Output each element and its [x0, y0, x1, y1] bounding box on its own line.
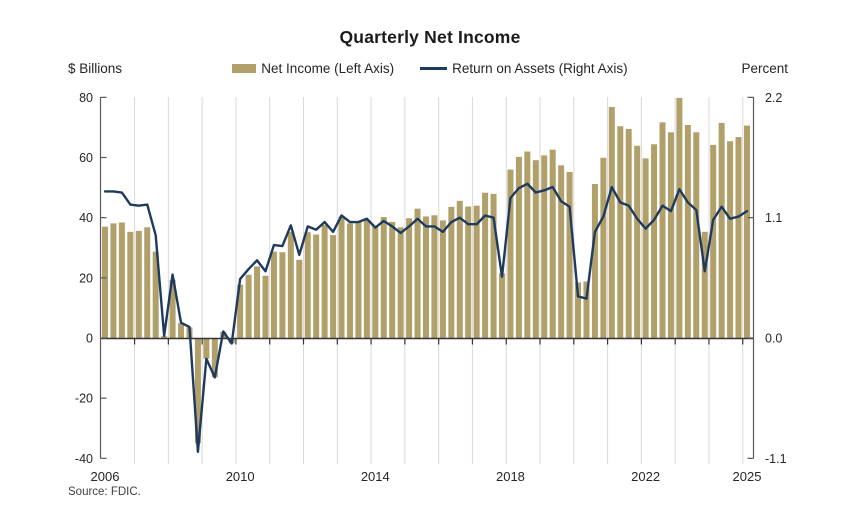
- net-income-bar: [592, 184, 598, 338]
- left-axis-tick-label: 80: [79, 90, 93, 105]
- net-income-bar: [254, 266, 260, 338]
- net-income-bar: [246, 275, 252, 338]
- chart-title: Quarterly Net Income: [339, 27, 521, 47]
- net-income-bar: [600, 158, 606, 338]
- net-income-bar: [389, 222, 395, 338]
- net-income-bar: [381, 217, 387, 338]
- net-income-bar: [262, 276, 268, 338]
- left-axis-tick-label: -20: [74, 391, 93, 406]
- net-income-bar: [330, 235, 336, 338]
- net-income-bar: [457, 201, 463, 338]
- net-income-bar: [744, 126, 750, 338]
- net-income-bar: [288, 232, 294, 338]
- net-income-bar: [710, 145, 716, 338]
- left-axis-tick-label: 60: [79, 151, 93, 166]
- net-income-bar: [144, 227, 150, 338]
- net-income-bar: [474, 206, 480, 338]
- x-axis-year-label: 2022: [631, 469, 661, 484]
- net-income-bar: [719, 123, 725, 338]
- net-income-bar: [550, 150, 556, 338]
- net-income-bar: [660, 122, 666, 338]
- net-income-bar: [499, 273, 505, 338]
- net-income-bar: [440, 220, 446, 338]
- net-income-bar: [491, 194, 497, 338]
- net-income-bar: [296, 260, 302, 338]
- net-income-bar: [643, 158, 649, 338]
- net-income-bar: [102, 227, 108, 338]
- net-income-bar: [415, 209, 421, 338]
- x-axis-year-label: 2018: [495, 469, 525, 484]
- net-income-bar: [423, 216, 429, 338]
- net-income-bar: [322, 225, 328, 338]
- net-income-bar: [127, 232, 133, 338]
- legend-label-net-income: Net Income (Left Axis): [261, 61, 395, 76]
- net-income-bar: [727, 141, 733, 338]
- net-income-bar: [347, 223, 353, 338]
- net-income-bar: [136, 231, 142, 338]
- left-axis-tick-label: -40: [74, 451, 93, 466]
- net-income-bar: [305, 232, 311, 338]
- right-axis-tick-label: 2.2: [765, 90, 783, 105]
- net-income-bar: [364, 220, 370, 338]
- net-income-bar: [271, 252, 277, 338]
- x-axis-year-label: 2025: [732, 469, 762, 484]
- net-income-bar: [668, 132, 674, 338]
- source-note: Source: FDIC.: [68, 486, 141, 498]
- net-income-bar: [279, 252, 285, 338]
- left-axis-unit-label: $ Billions: [68, 61, 123, 76]
- left-axis-tick-label: 0: [86, 331, 93, 346]
- net-income-bar: [524, 151, 530, 338]
- net-income-bar: [448, 207, 454, 338]
- net-income-bar: [313, 235, 319, 338]
- net-income-bar: [533, 160, 539, 338]
- right-axis-tick-label: 1.1: [765, 211, 783, 226]
- left-axis-tick-label: 40: [79, 211, 93, 226]
- net-income-bar: [339, 217, 345, 338]
- net-income-bar: [609, 107, 615, 338]
- net-income-bar: [651, 144, 657, 338]
- net-income-bar: [558, 165, 564, 338]
- right-axis-tick-label: -1.1: [765, 451, 787, 466]
- net-income-bar: [119, 222, 125, 338]
- net-income-bar: [685, 125, 691, 338]
- net-income-bar: [406, 218, 412, 338]
- net-income-bar: [736, 137, 742, 338]
- net-income-bar: [676, 98, 682, 338]
- x-axis-year-label: 2010: [225, 469, 255, 484]
- net-income-bar: [431, 215, 437, 338]
- x-axis-year-label: 2014: [360, 469, 390, 484]
- net-income-bar: [626, 129, 632, 338]
- x-axis-year-label: 2006: [90, 469, 120, 484]
- right-axis-unit-label: Percent: [741, 61, 788, 76]
- net-income-bar: [465, 207, 471, 338]
- net-income-bar: [516, 157, 522, 338]
- right-axis-tick-label: 0.0: [765, 331, 783, 346]
- net-income-bar: [617, 126, 623, 338]
- net-income-bar: [398, 227, 404, 338]
- net-income-bar: [567, 172, 573, 338]
- net-income-bar: [693, 132, 699, 338]
- net-income-bar: [355, 222, 361, 338]
- net-income-bar: [541, 155, 547, 338]
- net-income-bar: [372, 226, 378, 338]
- legend-label-roa: Return on Assets (Right Axis): [452, 61, 628, 76]
- net-income-bar: [203, 338, 209, 359]
- net-income-bar: [110, 223, 116, 338]
- net-income-bar: [634, 146, 640, 338]
- net-income-bar: [178, 323, 184, 338]
- left-axis-tick-label: 20: [79, 271, 93, 286]
